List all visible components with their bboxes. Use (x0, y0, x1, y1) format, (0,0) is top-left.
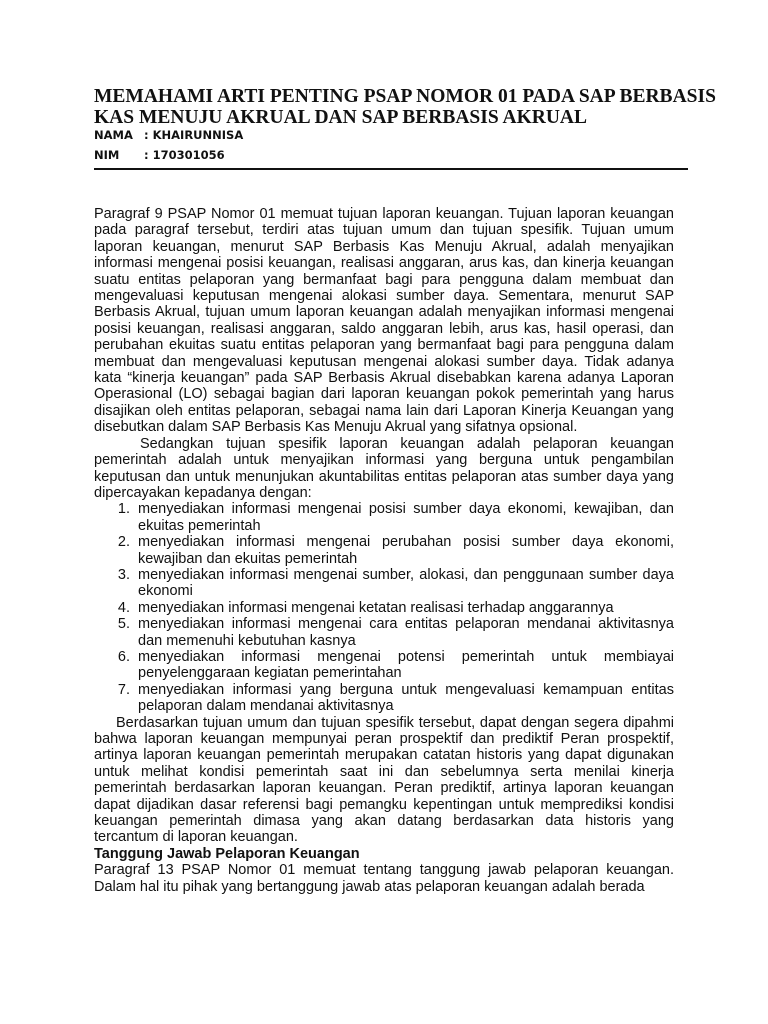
nim-value: : 170301056 (144, 148, 225, 162)
objectives-list (94, 501, 674, 714)
author-name-row (94, 128, 243, 142)
list-item: 5. menyediakan informasi mengenai cara entitas pelaporan mendanai aktivitasnya dan memenuhi kebutuhan kasnya (134, 616, 674, 649)
title-line-1: MEMAHAMI ARTI PENTING PSAP NOMOR 01 PADA SAP BERBASIS (94, 86, 716, 107)
list-item: 1. menyediakan informasi mengenai posisi sumber daya ekonomi, kewajiban, dan ekuitas pemerintah (134, 501, 674, 534)
name-label: NAMA (94, 128, 133, 142)
section-heading: Tanggung Jawab Pelaporan Keuangan (94, 845, 360, 862)
student-id-row (94, 148, 225, 162)
paragraph-specific-objective: Sedangkan tujuan spesifik laporan keuangan adalah pelaporan keuangan pemerintah adalah untuk menyajikan informasi yang berguna untuk pengambilan keputusan dan untuk menunjukan akuntabilitas entitas pelaporan atas sumber daya yang dipercayakan kepadanya dengan: (94, 435, 674, 501)
nim-label: NIM (94, 148, 120, 162)
list-item: 7. menyediakan informasi yang berguna untuk mengevaluasi kemampuan entitas pelaporan dalam mendanai aktivitasnya (134, 682, 674, 715)
paragraph-general-objective: Paragraf 9 PSAP Nomor 01 memuat tujuan laporan keuangan. Tujuan laporan keuangan pada paragraf tersebut, terdiri atas tujuan umum dan tujuan spesifik. Tujuan umum laporan keuangan, menurut SAP Berbasis Kas Menuju Akrual, adalah menyajikan informasi mengenai posisi keuangan, realisasi anggaran, arus kas, dan kinerja keuangan suatu entitas pelaporan yang bermanfaat bagi para pengguna dalam membuat dan mengevaluasi keputusan mengenai alokasi sumber daya. Sementara, menurut SAP Berbasis Akrual, tujuan umum laporan keuangan adalah menyajikan informasi mengenai posisi keuangan, realisasi anggaran, saldo anggaran lebih, arus kas, hasil operasi, dan perubahan ekuitas suatu entitas pelaporan yang bermanfaat bagi para pengguna dalam membuat dan mengevaluasi keputusan mengenai alokasi sumber daya. Tidak adanya kata “kinerja keuangan” pada SAP Berbasis Akrual disebabkan karena adanya Laporan Operasional (LO) sebagai bagian dari laporan keuangan pokok pemerintah yang harus disajikan oleh entitas pelaporan, sebagai nama lain dari Laporan Kinerja Keuangan yang disebutkan dalam SAP Berbasis Kas Menuju Akrual yang sifatnya opsional. (94, 206, 674, 436)
name-value: : KHAIRUNNISA (144, 128, 244, 142)
header-divider (94, 168, 688, 170)
list-item: 4. menyediakan informasi mengenai ketatan realisasi terhadap anggarannya (134, 600, 674, 616)
document-title (94, 86, 716, 128)
list-item: 2. menyediakan informasi mengenai perubahan posisi sumber daya ekonomi, kewajiban dan ekuitas pemerintah (134, 534, 674, 567)
paragraph-roles: Berdasarkan tujuan umum dan tujuan spesifik tersebut, dapat dengan segera dipahmi bahwa laporan keuangan mempunyai peran prospektif dan prediktif Peran prospektif, artinya laporan keuangan pemerintah merupakan catatan historis yang dapat digunakan untuk melihat kondisi pemerintah saat ini dan sebelumnya serta menilai kinerja pemerintah berdasarkan laporan keuangan. Peran prediktif, artinya laporan keuangan dapat dijadikan dasar referensi bagi pemangku kepentingan untuk memprediksi kondisi keuangan pemerintah dimasa yang akan datang berdasarkan data historis yang tercantum di laporan keuangan. (94, 714, 674, 846)
title-line-2: KAS MENUJU AKRUAL DAN SAP BERBASIS AKRUAL (94, 107, 588, 128)
document-body (94, 206, 674, 895)
paragraph-responsibility: Paragraf 13 PSAP Nomor 01 memuat tentang tanggung jawab pelaporan keuangan. Dalam hal itu pihak yang bertanggung jawab atas pelaporan keuangan adalah berada (94, 862, 674, 895)
list-item: 3. menyediakan informasi mengenai sumber, alokasi, dan penggunaan sumber daya ekonomi (134, 567, 674, 600)
list-item: 6. menyediakan informasi mengenai potensi pemerintah untuk membiayai penyelenggaraan kegiatan pemerintahan (134, 649, 674, 682)
